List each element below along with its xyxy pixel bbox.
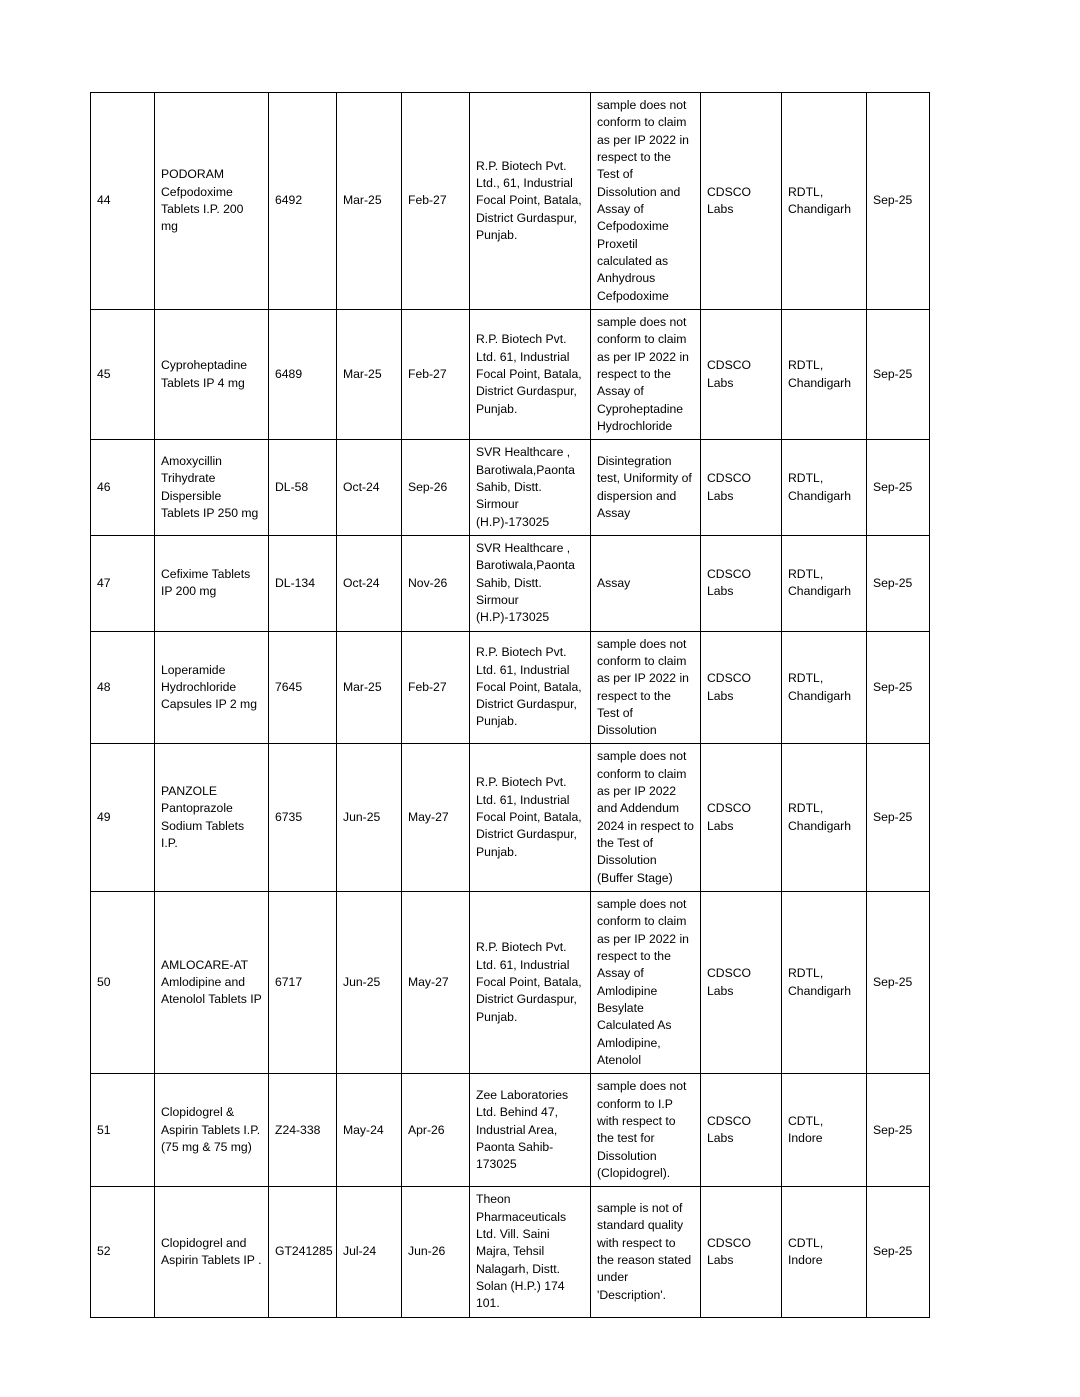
cell-drug-name: Cyproheptadine Tablets IP 4 mg (155, 309, 269, 439)
cell-drawn-by: CDSCO Labs (701, 1074, 782, 1187)
cell-lab: RDTL, Chandigarh (782, 535, 867, 631)
cell-lab: RDTL, Chandigarh (782, 744, 867, 892)
cell-mfg-date: May-24 (337, 1074, 402, 1187)
cell-lab: RDTL, Chandigarh (782, 309, 867, 439)
cell-month: Sep-25 (867, 744, 930, 892)
cell-drug-name: Clopidogrel and Aspirin Tablets IP . (155, 1187, 269, 1317)
cell-manufacturer: R.P. Biotech Pvt. Ltd. 61, Industrial Focal Point, Batala, District Gurdaspur, Punjab. (470, 892, 591, 1074)
cell-drawn-by: CDSCO Labs (701, 309, 782, 439)
cell-exp-date: Sep-26 (402, 440, 470, 536)
cell-reason: sample does not conform to claim as per IP 2022 in respect to the Test of Dissolution (591, 631, 701, 744)
cell-manufacturer: SVR Healthcare , Barotiwala,Paonta Sahib, Distt. Sirmour (H.P)-173025 (470, 535, 591, 631)
cell-month: Sep-25 (867, 93, 930, 310)
cell-mfg-date: Jun-25 (337, 744, 402, 892)
cell-drug-name: Clopidogrel & Aspirin Tablets I.P. (75 mg & 75 mg) (155, 1074, 269, 1187)
cell-sno: 46 (91, 440, 155, 536)
cell-batch-no: Z24-338 (269, 1074, 337, 1187)
cell-drug-name: PANZOLE Pantoprazole Sodium Tablets I.P. (155, 744, 269, 892)
cell-month: Sep-25 (867, 1187, 930, 1317)
cell-lab: CDTL, Indore (782, 1074, 867, 1187)
cell-drawn-by: CDSCO Labs (701, 744, 782, 892)
cell-drug-name: AMLOCARE-AT Amlodipine and Atenolol Tablets IP (155, 892, 269, 1074)
cell-batch-no: DL-134 (269, 535, 337, 631)
cell-sno: 47 (91, 535, 155, 631)
cell-exp-date: Feb-27 (402, 309, 470, 439)
cell-lab: RDTL, Chandigarh (782, 440, 867, 536)
cell-batch-no: 6492 (269, 93, 337, 310)
cell-drawn-by: CDSCO Labs (701, 892, 782, 1074)
cell-mfg-date: Mar-25 (337, 309, 402, 439)
cell-exp-date: Apr-26 (402, 1074, 470, 1187)
cell-reason: sample does not conform to I.P with respect to the test for Dissolution (Clopidogrel). (591, 1074, 701, 1187)
cell-exp-date: Feb-27 (402, 631, 470, 744)
table-row (91, 892, 930, 1074)
cell-exp-date: Jun-26 (402, 1187, 470, 1317)
cell-drug-name: Loperamide Hydrochloride Capsules IP 2 mg (155, 631, 269, 744)
cell-reason: Assay (591, 535, 701, 631)
cell-sno: 49 (91, 744, 155, 892)
cell-manufacturer: SVR Healthcare , Barotiwala,Paonta Sahib, Distt. Sirmour (H.P)-173025 (470, 440, 591, 536)
cell-lab: CDTL, Indore (782, 1187, 867, 1317)
cell-lab: RDTL, Chandigarh (782, 892, 867, 1074)
table-row (91, 309, 930, 439)
cell-drawn-by: CDSCO Labs (701, 631, 782, 744)
table-row (91, 1074, 930, 1187)
cell-lab: RDTL, Chandigarh (782, 93, 867, 310)
cell-mfg-date: Oct-24 (337, 535, 402, 631)
cell-manufacturer: R.P. Biotech Pvt. Ltd. 61, Industrial Focal Point, Batala, District Gurdaspur, Punjab. (470, 309, 591, 439)
table-row (91, 1187, 930, 1317)
cell-mfg-date: Mar-25 (337, 93, 402, 310)
cell-sno: 51 (91, 1074, 155, 1187)
drug-sample-table-container (90, 92, 921, 1318)
cell-batch-no: 6489 (269, 309, 337, 439)
cell-month: Sep-25 (867, 440, 930, 536)
drug-sample-table (90, 92, 930, 1318)
cell-batch-no: GT241285 (269, 1187, 337, 1317)
cell-drawn-by: CDSCO Labs (701, 93, 782, 310)
cell-batch-no: 7645 (269, 631, 337, 744)
cell-drug-name: Cefixime Tablets IP 200 mg (155, 535, 269, 631)
cell-manufacturer: R.P. Biotech Pvt. Ltd. 61, Industrial Focal Point, Batala, District Gurdaspur, Punjab. (470, 744, 591, 892)
cell-reason: Disintegration test, Uniformity of dispersion and Assay (591, 440, 701, 536)
cell-reason: sample does not conform to claim as per IP 2022 in respect to the Assay of Amlodipine Besylate Calculated As Amlodipine, Atenolol (591, 892, 701, 1074)
cell-reason: sample does not conform to claim as per IP 2022 and Addendum 2024 in respect to the Test of Dissolution (Buffer Stage) (591, 744, 701, 892)
cell-batch-no: 6717 (269, 892, 337, 1074)
cell-drawn-by: CDSCO Labs (701, 1187, 782, 1317)
cell-mfg-date: Jun-25 (337, 892, 402, 1074)
cell-batch-no: DL-58 (269, 440, 337, 536)
cell-lab: RDTL, Chandigarh (782, 631, 867, 744)
cell-drug-name: PODORAM Cefpodoxime Tablets I.P. 200 mg (155, 93, 269, 310)
cell-mfg-date: Mar-25 (337, 631, 402, 744)
cell-drug-name: Amoxycillin Trihydrate Dispersible Tablets IP 250 mg (155, 440, 269, 536)
table-row (91, 631, 930, 744)
cell-manufacturer: R.P. Biotech Pvt. Ltd., 61, Industrial Focal Point, Batala, District Gurdaspur, Punjab. (470, 93, 591, 310)
cell-month: Sep-25 (867, 535, 930, 631)
cell-month: Sep-25 (867, 892, 930, 1074)
cell-drawn-by: CDSCO Labs (701, 440, 782, 536)
cell-drawn-by: CDSCO Labs (701, 535, 782, 631)
cell-sno: 45 (91, 309, 155, 439)
cell-exp-date: May-27 (402, 892, 470, 1074)
table-row (91, 744, 930, 892)
cell-exp-date: Nov-26 (402, 535, 470, 631)
cell-month: Sep-25 (867, 631, 930, 744)
cell-reason: sample does not conform to claim as per IP 2022 in respect to the Test of Dissolution and Assay of Cefpodoxime Proxetil calculated as Anhydrous Cefpodoxime (591, 93, 701, 310)
cell-manufacturer: Zee Laboratories Ltd. Behind 47, Industrial Area, Paonta Sahib- 173025 (470, 1074, 591, 1187)
cell-mfg-date: Jul-24 (337, 1187, 402, 1317)
cell-exp-date: Feb-27 (402, 93, 470, 310)
cell-month: Sep-25 (867, 1074, 930, 1187)
cell-manufacturer: R.P. Biotech Pvt. Ltd. 61, Industrial Focal Point, Batala, District Gurdaspur, Punjab. (470, 631, 591, 744)
table-row (91, 93, 930, 310)
cell-reason: sample does not conform to claim as per IP 2022 in respect to the Assay of Cyproheptadine Hydrochloride (591, 309, 701, 439)
cell-exp-date: May-27 (402, 744, 470, 892)
cell-reason: sample is not of standard quality with respect to the reason stated under 'Description'. (591, 1187, 701, 1317)
cell-mfg-date: Oct-24 (337, 440, 402, 536)
table-row (91, 535, 930, 631)
cell-batch-no: 6735 (269, 744, 337, 892)
cell-sno: 52 (91, 1187, 155, 1317)
cell-month: Sep-25 (867, 309, 930, 439)
cell-sno: 44 (91, 93, 155, 310)
cell-sno: 50 (91, 892, 155, 1074)
cell-sno: 48 (91, 631, 155, 744)
cell-manufacturer: Theon Pharmaceuticals Ltd. Vill. Saini Majra, Tehsil Nalagarh, Distt. Solan (H.P.) 174 101. (470, 1187, 591, 1317)
table-row (91, 440, 930, 536)
